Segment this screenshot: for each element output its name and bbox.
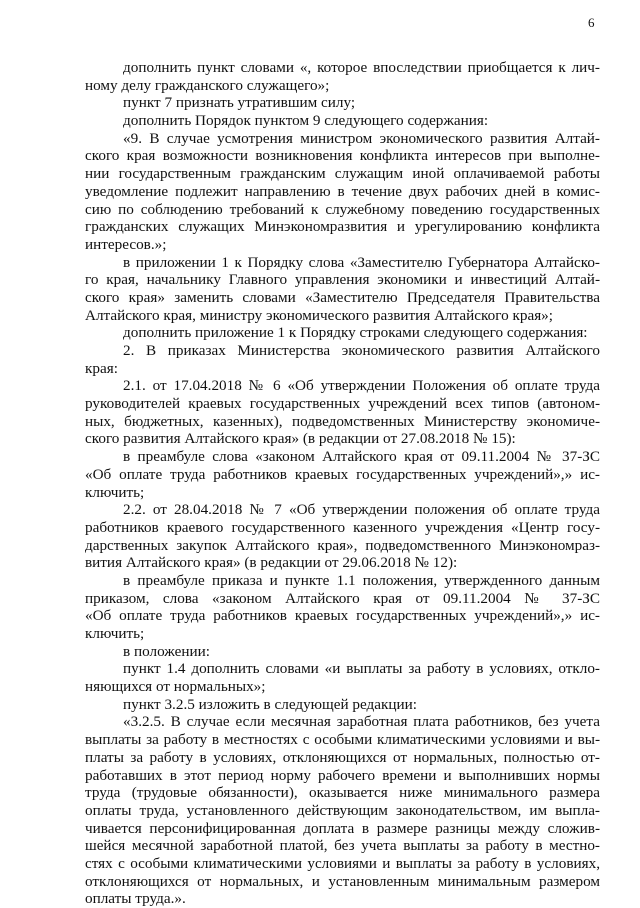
text-line: стях с особыми климатическими условиями и выплаты за работу в условиях,: [85, 854, 600, 872]
text-line: ского края возможности возникновения конфликта интересов при выполне-: [85, 147, 600, 165]
text-line: чивается персонифицированная доплата в размере разницы между сложив-: [85, 819, 600, 837]
text-line: выплаты за работу в местностях с особыми климатическими условиями и вы-: [85, 731, 600, 749]
text-line: ных, бюджетных, казенных), подведомственных Министерству экономиче-: [85, 412, 600, 430]
text-line: ключить;: [85, 483, 145, 501]
text-line: труда (трудовые обязанности), оказывается ниже минимального размера: [85, 784, 600, 802]
text-line: «9. В случае усмотрения министром экономического развития Алтай-: [123, 129, 600, 147]
text-line: в приложении 1 к Порядку слова «Заместителю Губернатора Алтайско-: [123, 253, 600, 271]
text-line: пункт 7 признать утратившим силу;: [123, 94, 356, 112]
text-line: оплаты труда.».: [85, 890, 186, 908]
text-line: приказом, слова «законом Алтайского края от 09.11.2004 № 37-ЗС: [85, 589, 600, 607]
text-line: ского развития Алтайского края» (в редакции от 27.08.2018 № 15):: [85, 430, 516, 448]
text-line: пункт 1.4 дополнить словами «и выплаты за работу в условиях, откло-: [123, 660, 600, 678]
text-line: няющихся от нормальных»;: [85, 678, 266, 696]
text-line: 2.1. от 17.04.2018 № 6 «Об утверждении Положения об оплате труда: [123, 377, 600, 395]
text-line: оплаты труда, установленного действующим законодательством, им выпла-: [85, 801, 600, 819]
page-number: 6: [588, 15, 595, 30]
text-line: дополнить Порядок пунктом 9 следующего содержания:: [123, 112, 489, 130]
text-line: пункт 3.2.5 изложить в следующей редакции:: [123, 695, 417, 713]
text-line: в положении:: [123, 642, 210, 660]
text-line: дарственных закупок Алтайского края», подведомственного Минэкономраз-: [85, 536, 600, 554]
text-line: работавших в этот период норму рабочего времени и выполнивших нормы: [85, 766, 600, 784]
text-line: дополнить пункт словами «, которое впоследствии приобщается к лич-: [123, 59, 600, 76]
text-line: «Об оплате труда работников краевых государственных учреждений»,» ис-: [85, 465, 600, 483]
text-line: сию по соблюдению требований к служебному поведению государственных: [85, 200, 600, 218]
text-line: ключить;: [85, 625, 145, 642]
text-line: нии государственным гражданским служащим иной оплачиваемой работы: [85, 165, 600, 183]
text-line: гражданских служащих Минэкономразвития и урегулированию конфликта: [85, 218, 600, 236]
text-line: отклоняющихся от нормальных, и установленным минимальным размером: [85, 872, 600, 890]
text-line: ского края» заменить словами «Заместителю Председателя Правительства: [85, 288, 600, 306]
text-line: «Об оплате труда работников краевых государственных учреждений»,» ис-: [85, 607, 600, 625]
text-line: руководителей краевых государственных учреждений всех типов (автоном-: [85, 395, 600, 413]
text-line: в преамбуле слова «законом Алтайского края от 09.11.2004 № 37-ЗС: [123, 448, 600, 466]
text-line: шейся месячной заработной платой, без учета выплаты за работу в местно-: [85, 837, 600, 855]
text-line: уведомление подлежит направлению в течение двух рабочих дней в комис-: [85, 182, 600, 200]
text-line: 2.2. от 28.04.2018 № 7 «Об утверждении положения об оплате труда: [123, 501, 600, 519]
text-line: края:: [85, 359, 118, 377]
text-line: «3.2.5. В случае если месячная заработная плата работников, без учета: [123, 713, 600, 731]
text-line: в преамбуле приказа и пункте 1.1 положения, утвержденного данным: [123, 571, 600, 589]
text-line: работников краевого государственного казенного учреждения «Центр госу-: [85, 518, 600, 536]
text-line: Алтайского края, министру экономического развития Алтайского края»;: [85, 306, 553, 324]
text-line: го края, начальнику Главного управления экономики и инвестиций Алтай-: [85, 271, 600, 289]
text-line: ному делу гражданского служащего»;: [85, 76, 330, 94]
text-line: интересов.»;: [85, 235, 167, 253]
text-line: 2. В приказах Министерства экономического развития Алтайского: [123, 342, 600, 359]
document-body: [85, 59, 600, 908]
text-line: дополнить приложение 1 к Порядку строками следующего содержания:: [123, 324, 588, 342]
text-line: платы за работу в условиях, отклоняющихся от нормальных, полностью от-: [85, 748, 600, 766]
text-line: вития Алтайского края» (в редакции от 29.06.2018 № 12):: [85, 554, 458, 572]
